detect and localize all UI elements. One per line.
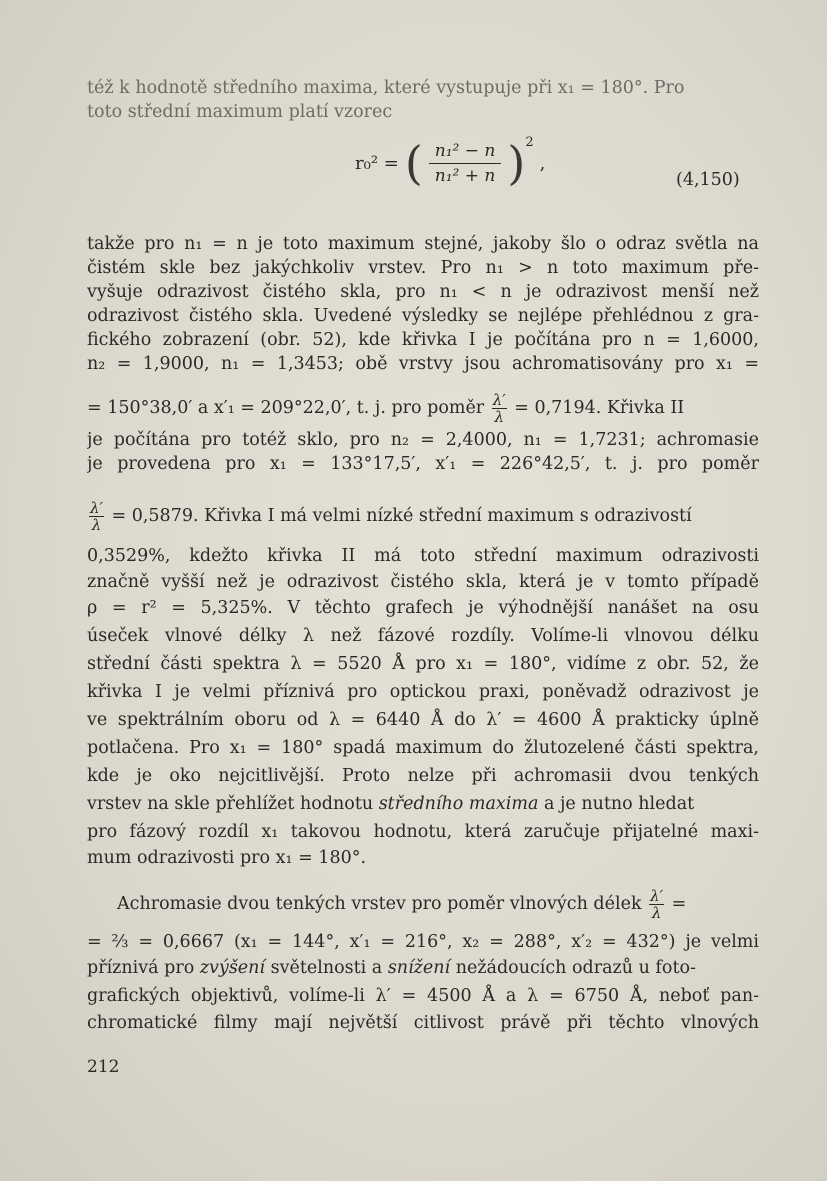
text-line-18: křivka I je velmi příznivá pro optickou praxi, poněvadž odrazivost je — [87, 682, 759, 702]
equation-number: (4,150) — [676, 170, 740, 190]
page-number: 212 — [87, 1057, 120, 1077]
ratio-num: λ′ — [492, 391, 506, 409]
text-line-11: je provedena pro x₁ = 133°17,5′, x′₁ = 226°42,5′, t. j. pro poměr — [87, 454, 759, 474]
text-line-25 — [117, 888, 759, 921]
ratio-den: λ — [91, 516, 102, 534]
ratio-fraction-3 — [649, 888, 664, 921]
text-line-17: střední části spektra λ = 5520 Å pro x₁ = 180°, vidíme z obr. 52, že — [87, 654, 759, 674]
ratio-fraction-2 — [89, 500, 104, 533]
text-line-27a: příznivá pro — [87, 958, 195, 978]
text-line-22b: a je nutno hledat — [543, 794, 695, 814]
text-line-9 — [87, 392, 759, 425]
text-line-22-italic: středního maxima — [378, 794, 539, 814]
text-line-27b: světelnosti a — [270, 958, 383, 978]
formula-denominator: n₁² + n — [434, 165, 496, 186]
text-line-12a: = 0,5879. Křivka I má velmi nízké střední maximum s odrazivostí — [111, 506, 692, 526]
ratio-fraction-1 — [492, 392, 507, 425]
text-line-20: potlačena. Pro x₁ = 180° spadá maximum do žlutozelené části spektra, — [87, 738, 759, 758]
text-line-24: mum odrazivosti pro x₁ = 180°. — [87, 848, 367, 868]
text-line-22a: vrstev na skle přehlížet hodnotu — [87, 794, 374, 814]
text-line-22 — [87, 792, 759, 816]
text-line-19: ve spektrálním oboru od λ = 6440 Å do λ′ = 4600 Å prakticky úplně — [87, 710, 759, 730]
text-line-8: n₂ = 1,9000, n₁ = 1,3453; obě vrstvy jsou achromatisovány pro x₁ = — [87, 354, 759, 374]
ratio-den: λ — [494, 408, 504, 426]
ratio-num: λ′ — [650, 887, 664, 905]
text-line-3: takže pro n₁ = n je toto maximum stejné, jakoby šlo o odraz světla na — [87, 234, 759, 254]
formula-fraction — [429, 141, 502, 186]
formula-lhs: r₀² = — [355, 152, 399, 174]
text-line-9b: = 0,7194. Křivka II — [514, 398, 685, 418]
formula-right-paren: ) — [507, 136, 526, 190]
text-line-27-italic-2: snížení — [387, 958, 451, 978]
text-line-21: kde je oko nejcitlivější. Proto nelze při achromasii dvou tenkých — [87, 766, 759, 786]
text-line-26: = ⅔ = 0,6667 (x₁ = 144°, x′₁ = 216°, x₂ = 288°, x′₂ = 432°) je velmi — [87, 932, 759, 952]
text-line-29: chromatické filmy mají největší citlivost právě při těchto vlnových — [87, 1013, 759, 1033]
text-line-25a: Achromasie dvou tenkých vrstev pro poměr vlnových délek — [117, 894, 642, 914]
equation-4-150: r₀² = ( $\frac{\text{n₁² − n}}{\text{n₁² + n}}$ ) $^2$ , — [355, 135, 546, 190]
ratio-den: λ — [651, 904, 662, 922]
text-line-7: fického zobrazení (obr. 52), kde křivka I je počítána pro n = 1,6000, — [87, 330, 759, 350]
formula-numerator: n₁² − n — [429, 141, 502, 164]
text-line-9a: = 150°38,0′ a x′₁ = 209°22,0′, t. j. pro poměr — [87, 398, 485, 418]
text-line-28: grafických objektivů, volíme-li λ′ = 4500 Å a λ = 6750 Å, neboť pan- — [87, 986, 759, 1006]
text-line-27-italic-1: zvýšení — [199, 958, 266, 978]
text-line-6: odrazivost čistého skla. Uvedené výsledky se nejlépe přehlédnou z gra- — [87, 306, 759, 326]
formula-left-paren: ( — [404, 136, 423, 190]
text-line-10: je počítána pro totéž sklo, pro n₂ = 2,4000, n₁ = 1,7231; achromasie — [87, 430, 759, 450]
text-line-27 — [87, 956, 759, 980]
text-line-5: vyšuje odrazivost čistého skla, pro n₁ < n je odrazivost menší než — [87, 282, 759, 302]
ratio-num: λ′ — [90, 499, 103, 517]
text-line-16: úseček vlnové délky λ než fázové rozdíly. Volíme-li vlnovou délku — [87, 626, 759, 646]
text-line-23: pro fázový rozdíl x₁ takovou hodnotu, která zaručuje přijatelné maxi- — [87, 822, 759, 842]
text-line-2: toto střední maximum platí vzorec — [87, 102, 393, 122]
text-line-27c: nežádoucích odrazů u foto- — [455, 958, 696, 978]
text-line-14: značně vyšší než je odrazivost čistého skla, která je v tomto případě — [87, 572, 759, 592]
text-line-15: ρ = r² = 5,325%. V těchto grafech je výhodnější nanášet na osu — [87, 598, 759, 618]
text-line-12 — [87, 500, 759, 533]
text-line-13: 0,3529%, kdežto křivka II má toto střední maximum odrazivosti — [87, 546, 759, 566]
formula-comma: , — [539, 152, 546, 174]
text-line-1: též k hodnotě středního maxima, které vystupuje při x₁ = 180°. Pro — [87, 78, 685, 98]
text-line-4: čistém skle bez jakýchkoliv vrstev. Pro n₁ > n toto maximum pře- — [87, 258, 759, 278]
text-line-25b: = — [671, 894, 687, 914]
